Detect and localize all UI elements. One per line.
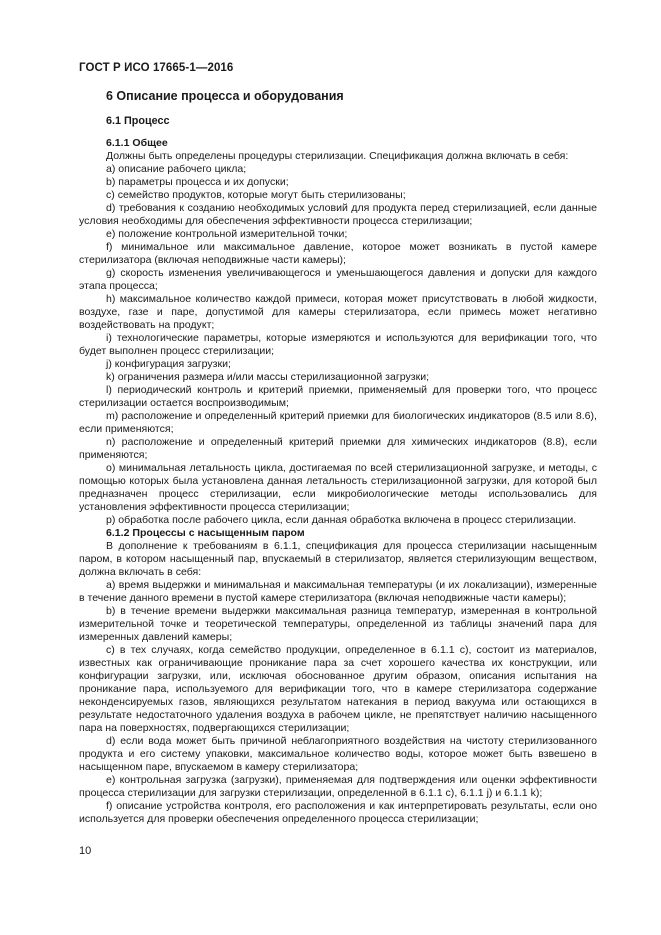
list-item: о) минимальная летальность цикла, достигаемая по всей стерилизационной загрузке, и методы, с помощью которых была установлена данная летальность стерилизационной загрузки, для которой был предназначен процесс стерилизации, если микробиологические методы использовались для установления эффективности процесса стерилизации;: [79, 462, 597, 513]
clause-intro: В дополнение к требованиям в 6.1.1, спецификация для процесса стерилизации насыщенным паром, в котором насыщенный пар, впускаемый в стерилизатор, является стерилизующим веществом, должна включать в себя:: [79, 540, 597, 578]
list-item: h) максимальное количество каждой примеси, которая может присутствовать в любой жидкости, воздухе, газе и паре, допустимой для камеры стерилизатора, если примесь может негативно воздействовать на продукт;: [79, 293, 597, 331]
clause-intro: Должны быть определены процедуры стерилизации. Спецификация должна включать в себя:: [106, 150, 569, 162]
list-item: k) ограничения размера и/или массы стерилизационной загрузки;: [106, 371, 430, 383]
list-item: а) время выдержки и минимальная и максимальная температуры (и их локализации), измеренные в течение данного времени в пустой камере стерилизатора (включая неподвижные части камеры);: [79, 579, 597, 604]
clause-heading: 6.1.2 Процессы с насыщенным паром: [106, 527, 305, 539]
list-item: р) обработка после рабочего цикла, если данная обработка включена в процесс стерилизации.: [106, 514, 577, 526]
document-id-header: ГОСТ Р ИСО 17665-1—2016: [79, 62, 234, 74]
list-item: е) положение контрольной измерительной точки;: [106, 228, 348, 240]
list-item: g) скорость изменения увеличивающегося и уменьшающегося давления и допуски для каждого этапа процесса;: [79, 267, 597, 292]
list-item: d) если вода может быть причиной неблагоприятного воздействия на чистоту стерилизованного продукта и его систему упаковки, максимальное количество воды, которое может быть взвешено в насыщенном паре, впускаемом в камеру стерилизатора;: [79, 735, 597, 773]
page-number: 10: [79, 845, 92, 857]
list-item: с) в тех случаях, когда семейство продукции, определенное в 6.1.1 с), состоит из материалов, известных как ограничивающие проникание пара за счет хорошего качества их конструкции, или конфигурации загрузки, или, исключая обоснованное другим образом, описания испытания на проникание пара, используемого для верификации того, что в камере стерилизатора содержание неконденсируемых газов, являющихся результатом натекания в период вакуума или остающихся в результате недостаточного удаления воздуха в рабочем цикле, не препятствует наличию насыщенного пара на поверхностях, подвергающихся стерилизации;: [79, 644, 597, 734]
list-item: n) расположение и определенный критерий приемки для химических индикаторов (8.8), если применяются;: [79, 436, 597, 461]
list-item: b) в течение времени выдержки максимальная разница температур, измеренная в контрольной измерительной точке и теоретической температуры, определенной из таблицы значений пара для измеренных давлений камеры;: [79, 605, 597, 643]
list-item: l) периодический контроль и критерий приемки, применяемый для проверки того, что процесс стерилизации остается воспроизводимым;: [79, 384, 597, 409]
list-item: d) требования к созданию необходимых условий для продукта перед стерилизацией, если данные условия необходимы для обеспечения эффективности процесса стерилизации;: [79, 202, 597, 227]
list-item: j) конфигурация загрузки;: [106, 358, 231, 370]
list-item: m) расположение и определенный критерий приемки для биологических индикаторов (8.5 или 8.6), если применяются;: [79, 410, 597, 435]
page-content: [79, 89, 597, 826]
list-item: а) описание рабочего цикла;: [106, 163, 247, 175]
clause-heading: 6.1.1 Общее: [106, 137, 168, 149]
list-item: е) контрольная загрузка (загрузки), применяемая для подтверждения или оценки эффективности процесса стерилизации для загрузки стерилизации, определенной в 6.1.1 с), 6.1.1 j) и 6.1.1 k);: [79, 774, 597, 799]
list-item: i) технологические параметры, которые измеряются и используются для верификации того, что будет выполнен процесс стерилизации;: [79, 332, 597, 357]
list-item: f) минимальное или максимальное давление, которое может возникать в пустой камере стерилизатора (включая неподвижные части камеры);: [79, 241, 597, 266]
subsection-heading: 6.1 Процесс: [106, 115, 170, 127]
list-item: с) семейство продуктов, которые могут быть стерилизованы;: [106, 189, 406, 201]
section-heading: 6 Описание процесса и оборудования: [106, 89, 344, 103]
list-item: f) описание устройства контроля, его расположения и как интерпретировать результаты, если оно используется для проверки обеспечения определенного процесса стерилизации;: [79, 800, 597, 825]
list-item: b) параметры процесса и их допуски;: [106, 176, 289, 188]
